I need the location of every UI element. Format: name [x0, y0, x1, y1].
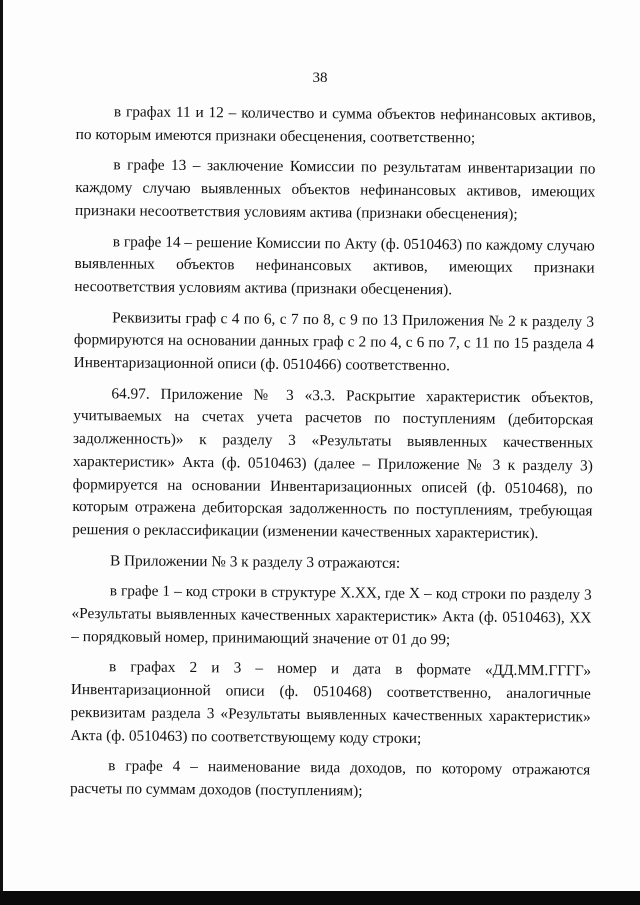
paragraph-requisites: Реквизиты граф с 4 по 6, с 7 по 8, с 9 по 13 Приложения № 2 к разделу 3 формируются на основании данных граф с 2 по 4, с 6 по 7, с 11 по 15 раздела 4 Инвентаризационной описи (ф. 0510466) соответственно. [73, 308, 595, 375]
paragraph-64-97: 64.97. Приложение № 3 «3.3. Раскрытие характеристик объектов, учитываемых на счетах учета расчетов по поступлениям (дебиторская задолженность)» к разделу 3 «Результаты выявленных качественных характеристик» Акта (ф. 0510463) (далее – Приложение № 3 к разделу 3) формируется на основании Инвентаризационных описей (ф. 0510468), по которым отражена дебиторская задолженность по поступлениям, требующая решения о реклассификации (изменении качественных характеристик). [72, 385, 594, 543]
paragraph-graph-1: в графе 1 – код строки в структуре Х.ХХ, где Х – код строки по разделу 3 «Результаты выявленных качественных характеристик» Акта (ф. 0510463), ХХ – порядковый номер, принимающий значение от 01 до 99; [71, 582, 592, 649]
scan-edge-bottom [0, 891, 640, 905]
scan-edge-left [0, 0, 3, 905]
paragraph-appendix-3-intro: В Приложении № 3 к разделу 3 отражаются: [109, 551, 401, 572]
paragraph-graphs-11-12: в графах 11 и 12 – количество и сумма объектов нефинансовых активов, по которым имеются признаки обесценения, соответственно; [75, 103, 596, 147]
paragraph-graph-13: в графе 13 – заключение Комиссии по результатам инвентаризации по каждому случаю выявленных объектов нефинансовых активов, имеющих признаки несоответствия условиям актива (признаки обесценения); [74, 156, 596, 223]
paragraph-graphs-2-3: в графах 2 и 3 – номер и дата в формате «ДД.ММ.ГГГГ» Инвентаризационной описи (ф. 0510468) соответственно, аналогичные реквизитам раздела 3 «Результаты выявленных качественных характеристик» Акта (ф. 0510463) по соответствующему коду строки; [70, 658, 592, 747]
paragraph-graph-14: в графе 14 – решение Комиссии по Акту (ф. 0510463) по каждому случаю выявленных объектов нефинансовых активов, имеющих признаки несоответствия условиям актива (признаки обесценения). [74, 232, 595, 299]
body-text [70, 101, 596, 805]
page-number: 38 [312, 70, 328, 86]
paragraph-graph-4: в графе 4 – наименование вида доходов, по которому отражаются расчеты по суммам доходов (поступлениям); [69, 757, 591, 800]
